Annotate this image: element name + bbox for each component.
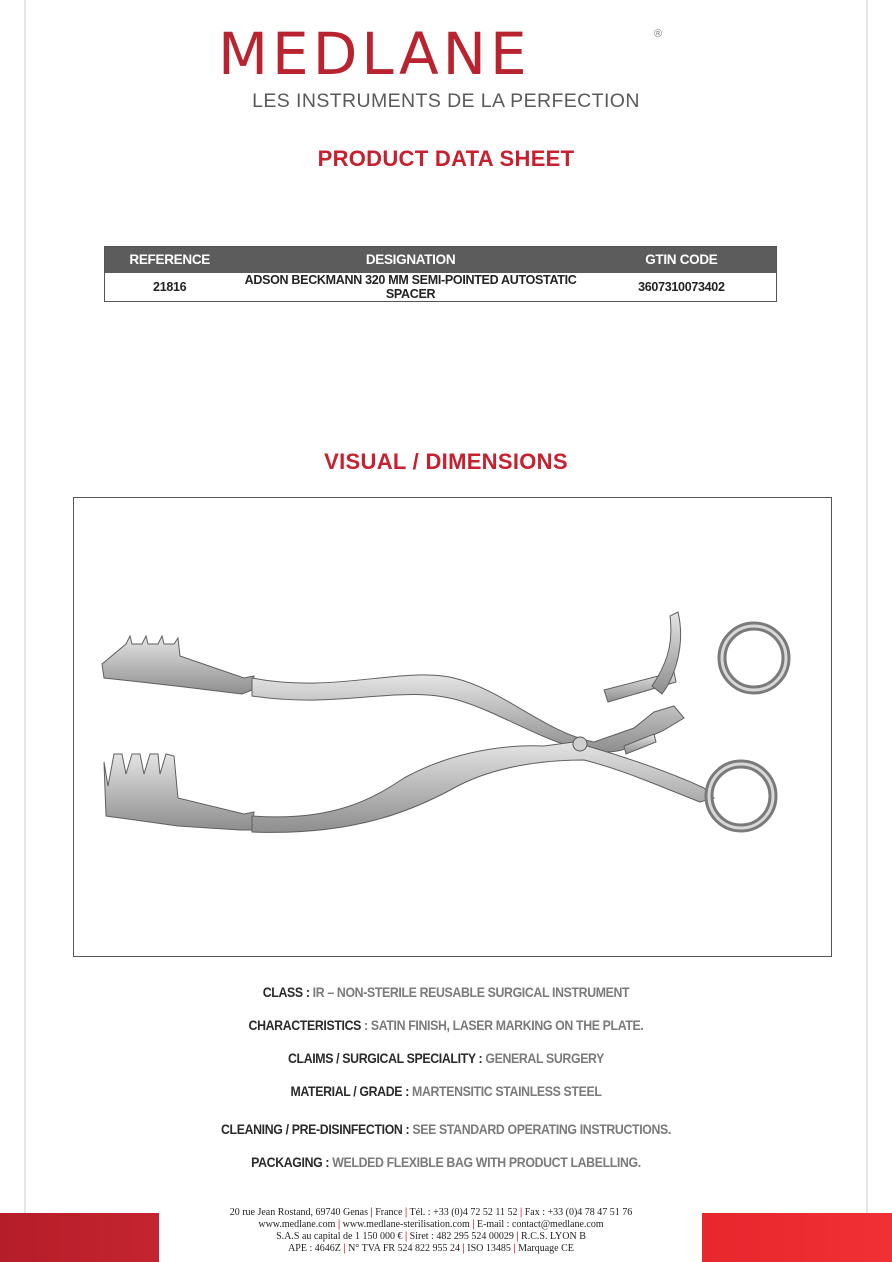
spec-label: CLASS : [262,984,310,1000]
spec-claims [54,1050,839,1066]
footer-capital: S.A.S au capital de 1 150 000 € [276,1231,403,1242]
product-visual-frame [73,497,832,957]
product-reference-table [104,246,777,302]
spec-label: CLAIMS / SURGICAL SPECIALITY : [287,1050,483,1066]
spec-value: GENERAL SURGERY [482,1050,605,1066]
footer-rcs: R.C.S. LYON B [521,1231,586,1242]
footer-ape: APE : 4646Z [288,1243,341,1254]
right-border-line [866,0,868,1262]
spec-class [54,984,839,1000]
spec-value: MARTENSITIC STAINLESS STEEL [408,1083,602,1099]
footer-siret: Siret : 482 295 524 00029 [409,1231,514,1242]
spec-cleaning [54,1121,839,1137]
cell-designation: ADSON BECKMANN 320 MM SEMI-POINTED AUTOSTATIC SPACER [244,272,577,301]
spec-packaging [54,1154,839,1170]
product-data-sheet-title: PRODUCT DATA SHEET [317,146,575,171]
footer-red-bar-right [702,1213,892,1262]
footer-red-bar-left [0,1213,159,1262]
footer-separator: | [404,1231,408,1242]
spec-value: : SATIN FINISH, LASER MARKING ON THE PLATE. [360,1017,644,1033]
spec-value: IR – NON-STERILE REUSABLE SURGICAL INSTRUMENT [309,984,630,1000]
footer-sterilisation-link[interactable]: www.medlane-sterilisation.com [342,1219,470,1230]
footer-website-link[interactable]: www.medlane.com [258,1219,336,1230]
footer-separator: | [516,1231,519,1242]
footer-separator: | [472,1219,475,1230]
footer-country: France [375,1207,403,1218]
table-header-row [105,247,777,273]
medlane-logo [218,22,678,86]
footer-separator: | [404,1207,408,1218]
footer-fax: Fax : +33 (0)4 78 47 51 76 [524,1207,633,1218]
visual-dimensions-title: VISUAL / DIMENSIONS [324,449,568,474]
footer-phone: Tél. : +33 (0)4 72 52 11 52 [409,1207,518,1218]
tagline: LES INSTRUMENTS DE LA PERFECTION [252,90,640,112]
footer-address: 20 rue Jean Rostand, 69740 Genas [229,1207,369,1218]
spec-value: WELDED FLEXIBLE BAG WITH PRODUCT LABELLING. [329,1154,641,1170]
footer-web-line [160,1219,702,1231]
footer-vat: N° TVA FR 524 822 955 24 [348,1243,461,1254]
footer-separator: | [370,1207,373,1218]
footer-iso: ISO 13485 [467,1243,511,1254]
spec-characteristics [54,1017,839,1033]
header-designation: DESIGNATION [234,247,586,273]
logo-wordmark: MEDLANE [218,20,531,88]
company-footer [160,1207,702,1255]
retractor-instrument-image [74,498,833,958]
footer-address-line [160,1207,702,1219]
spec-label: CLEANING / PRE-DISINFECTION : [221,1121,410,1137]
spec-material [54,1083,839,1099]
spec-label: PACKAGING : [251,1154,330,1170]
left-border-line [24,0,26,1262]
footer-separator: | [520,1207,523,1218]
cell-gtin-code: 3607310073402 [638,279,725,294]
footer-ce-marking: Marquage CE [518,1243,574,1254]
footer-separator: | [343,1243,346,1254]
spec-value: SEE STANDARD OPERATING INSTRUCTIONS. [409,1121,671,1137]
header-reference: REFERENCE [105,247,235,273]
footer-email-link[interactable]: E-mail : contact@medlane.com [476,1219,604,1230]
cell-reference: 21816 [153,279,187,294]
registered-mark: ® [654,28,663,40]
table-row [105,273,777,302]
spec-label: MATERIAL / GRADE : [290,1083,409,1099]
footer-separator: | [462,1243,465,1254]
footer-separator: | [337,1219,341,1230]
footer-registration-line [160,1243,702,1255]
header-gtin-code: GTIN CODE [587,247,777,273]
footer-separator: | [513,1243,516,1254]
footer-legal-line [160,1231,702,1243]
spec-label: CHARACTERISTICS [248,1017,361,1033]
